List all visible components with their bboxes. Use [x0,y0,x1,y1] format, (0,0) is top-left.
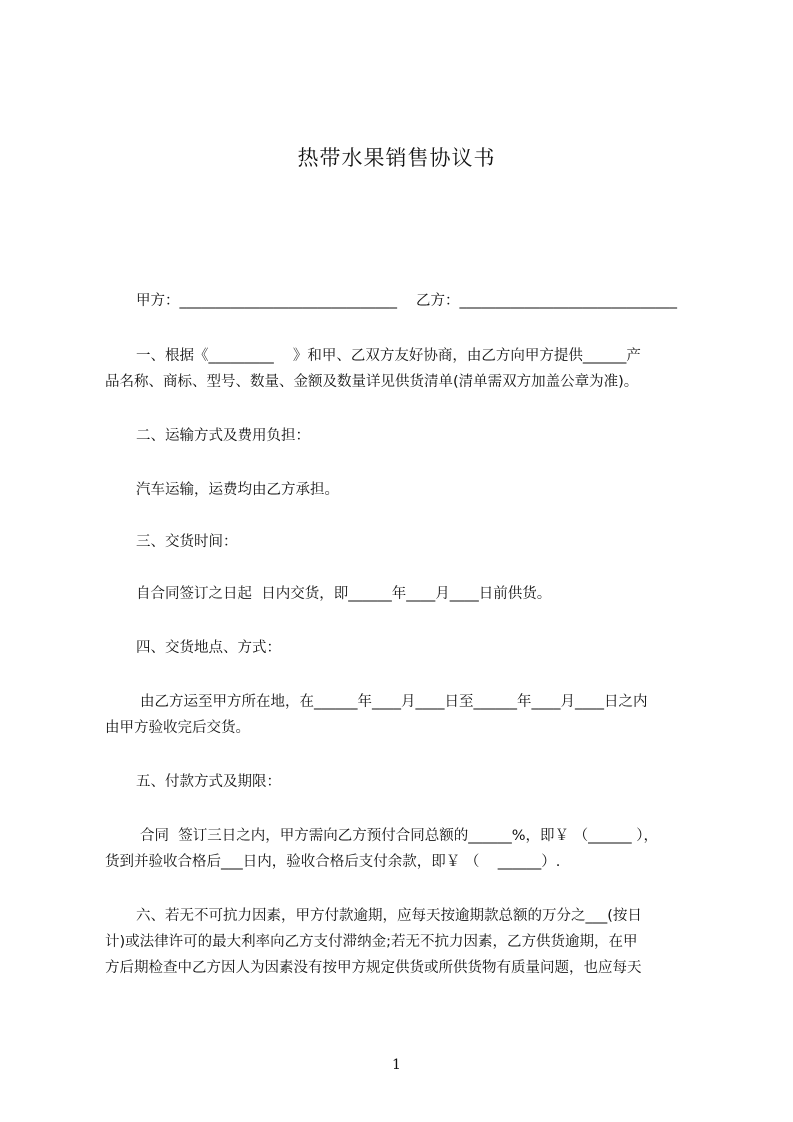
document-title: 热带水果销售协议书 [297,146,496,170]
clause-2-heading: 二、运输方式及费用负担： [136,428,310,444]
clause-3-body: 自合同签订之日起 日内交货，即______年____月____日前供货。 [136,586,552,602]
clause-5-line-1: 合同 签订三日之内，甲方需向乙方预付合同总额的______%，即￥ （______ ）， [140,828,658,844]
clause-1-line-2: 品名称、商标、型号、数量、金额及数量详见供货清单(清单需双方加盖公章为准)。 [105,374,639,390]
clause-5-heading: 五、付款方式及期限： [136,774,281,790]
party-a-field: 甲方：______________________________ [136,293,397,309]
clause-2-body: 汽车运输，运费均由乙方承担。 [136,482,339,498]
clause-4-heading: 四、交货地点、方式： [136,640,281,656]
clause-4-line-2: 由甲方验收完后交货。 [105,720,250,736]
clause-1-line-1: 一、根据《_________ 》和甲、乙双方友好协商，由乙方向甲方提供______产 [136,348,641,364]
clause-3-heading: 三、交货时间： [136,534,238,550]
clause-6-line-2: 计)或法律许可的最大利率向乙方支付滞纳金;若无不抗力因素，乙方供货逾期，在甲 [105,934,638,950]
party-b-field: 乙方：______________________________ [416,293,677,309]
clause-5-line-2: 货到并验收合格后___日内，验收合格后支付余款，即￥ （ ______）. [105,854,561,870]
clause-6-line-1: 六、若无不可抗力因素，甲方付款逾期，应每天按逾期款总额的万分之___(按日 [136,908,642,924]
page-number: 1 [392,1057,401,1073]
clause-6-line-3: 方后期检查中乙方因人为因素没有按甲方规定供货或所供货物有质量问题，也应每天 [105,960,642,976]
clause-4-line-1: 由乙方运至甲方所在地，在______年____月____日至______年____月____日之内 [140,694,648,710]
